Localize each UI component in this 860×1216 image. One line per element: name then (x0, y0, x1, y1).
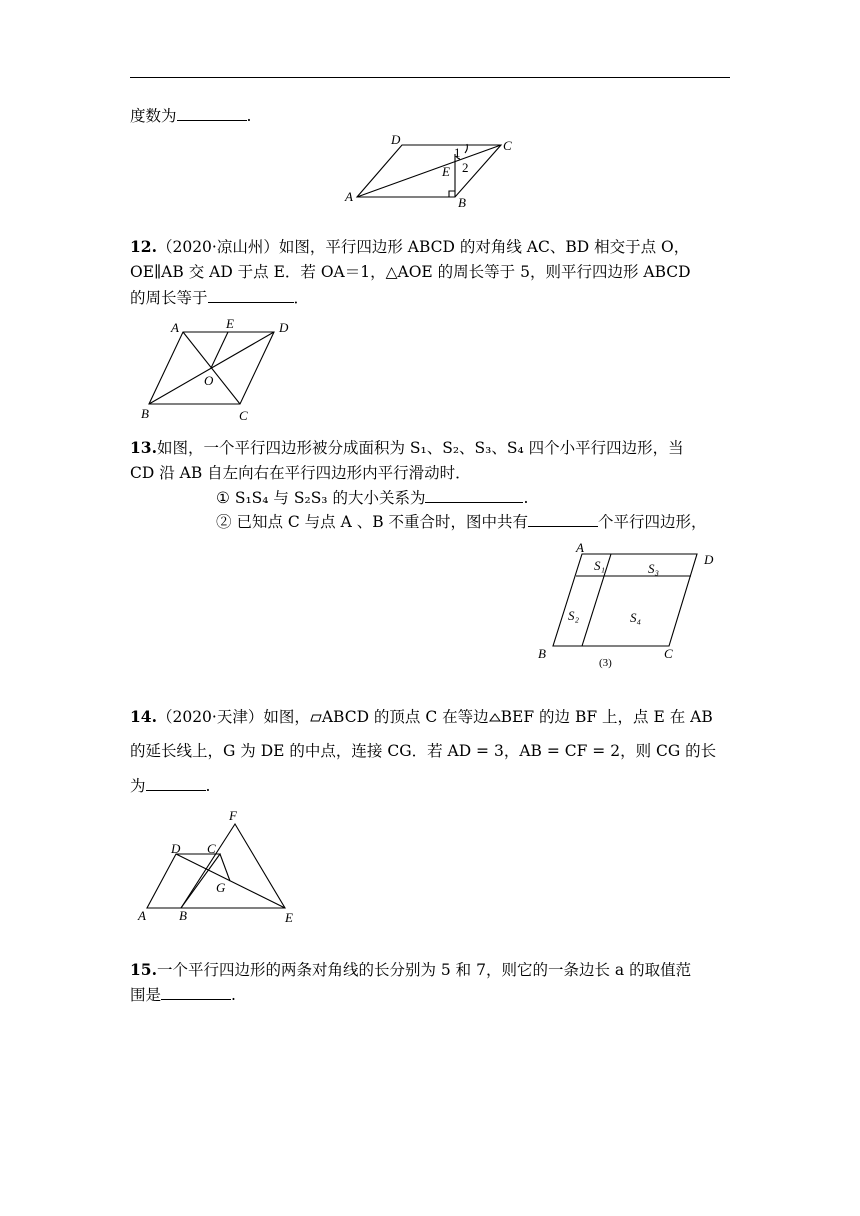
q11-label-B: B (458, 195, 466, 210)
q13-number: 13. (130, 438, 157, 457)
q11-label-1: 1 (454, 145, 461, 160)
q13-label-D: D (704, 552, 714, 567)
q15-number: 15. (130, 960, 157, 979)
q11-end: . (246, 107, 252, 125)
q12-line1 (130, 237, 689, 257)
q13-text-2: CD 沿 AB 自左向右在平行四边形内平行滑动时． (130, 464, 471, 482)
q13-item2-text: 已知点 C 与点 A 、B 不重合时，图中共有 (236, 513, 529, 531)
q14-text-3: 为 (130, 777, 146, 795)
q14-text-1c: BEF 的边 BF 上，点 E 在 AB (500, 708, 713, 726)
q13-caption: (3) (599, 657, 612, 669)
q13-item2 (216, 511, 707, 532)
q12-label-A: A (171, 320, 179, 335)
q14-label-F: F (229, 808, 237, 823)
q13-label-S1: S₁ (594, 558, 606, 573)
q12-label-C: C (239, 408, 248, 423)
q11-label-C: C (503, 138, 512, 153)
q11-label-A: A (345, 189, 353, 204)
q11-label-E: E (442, 164, 450, 179)
q13-label-S3: S₃ (648, 561, 660, 576)
q12-end: ． (293, 289, 310, 307)
q13-item1-end: . (523, 489, 529, 507)
q15-answer-blank[interactable] (161, 984, 231, 1000)
q15-text-1: 一个平行四边形的两条对角线的长分别为 5 和 7，则它的一条边长 a 的取值范 (156, 961, 692, 979)
q12-label-D: D (279, 320, 289, 335)
q12-line2 (130, 262, 691, 282)
parallelogram-symbol-icon (310, 714, 322, 722)
q15-line2 (130, 984, 236, 1005)
q13-text-1: 如图，一个平行四边形被分成面积为 S₁、S₂、S₃、S₄ 四个小平行四边形，当 (156, 439, 684, 457)
q14-text-1a: （2020·天津）如图， (156, 708, 310, 726)
q14-text-2: 的延长线上，G 为 DE 的中点，连接 CG．若 AD = 3，AB = CF = 2，则 CG 的长 (130, 742, 717, 760)
q13-item1-text: S₁S₄ 与 S₂S₃ 的大小关系为 (234, 489, 426, 507)
triangle-symbol-icon (489, 713, 501, 722)
q12-label-E: E (226, 316, 234, 331)
q14-label-G: G (216, 880, 226, 895)
q13-label-B: B (538, 646, 546, 661)
q12-text-3: 的周长等于 (130, 289, 208, 307)
q12-answer-blank[interactable] (208, 287, 294, 303)
q15-end: . (231, 986, 236, 1004)
q13-line2 (130, 463, 471, 483)
q13-label-S4: S₄ (630, 610, 642, 625)
q11-figure (345, 132, 525, 212)
q14-line3 (130, 775, 210, 796)
q13-item2-mark: ② (216, 513, 232, 531)
q14-label-D: D (171, 841, 181, 856)
q12-label-B: B (141, 406, 149, 421)
q15-line1 (130, 960, 691, 980)
q13-label-A: A (576, 540, 584, 555)
q11-answer-blank[interactable] (177, 105, 247, 121)
q14-label-C: C (207, 841, 216, 856)
q13-label-S2: S₂ (568, 608, 580, 623)
q12-number: 12. (130, 237, 157, 256)
q11-tail-line (130, 105, 251, 126)
q11-label-2: 2 (462, 160, 469, 175)
q14-label-E: E (285, 910, 293, 925)
q13-figure (532, 540, 722, 670)
q12-figure (140, 316, 310, 426)
q12-label-O: O (204, 373, 214, 388)
q13-item1-blank[interactable] (425, 487, 523, 503)
q12-line3 (130, 287, 309, 308)
q11-label-D: D (391, 132, 401, 147)
q13-item2-end: 个平行四边形， (598, 513, 707, 531)
q14-line1 (130, 707, 713, 727)
q15-text-2: 围是 (130, 986, 162, 1004)
q14-label-B: B (179, 908, 187, 923)
q12-text-2: OE∥AB 交 AD 于点 E．若 OA＝1，△AOE 的周长等于 5，则平行四边形 ABCD (130, 263, 691, 281)
q11-tail-text: 度数为 (130, 107, 177, 125)
q13-item1 (216, 487, 528, 508)
q13-label-C: C (664, 646, 673, 661)
q14-line2 (130, 741, 716, 761)
q14-answer-blank[interactable] (146, 775, 206, 791)
header-rule (130, 77, 730, 78)
q14-label-A: A (138, 908, 146, 923)
q13-item2-blank[interactable] (528, 511, 598, 527)
q14-figure (130, 806, 310, 926)
q12-text-1: （2020·凉山州）如图，平行四边形 ABCD 的对角线 AC、BD 相交于点 O， (156, 238, 690, 256)
q13-line1 (130, 438, 684, 458)
q14-text-1b: ABCD 的顶点 C 在等边 (321, 708, 489, 726)
q13-item1-mark: ① (216, 489, 230, 507)
q14-number: 14. (130, 707, 157, 726)
q14-end: . (205, 777, 211, 795)
